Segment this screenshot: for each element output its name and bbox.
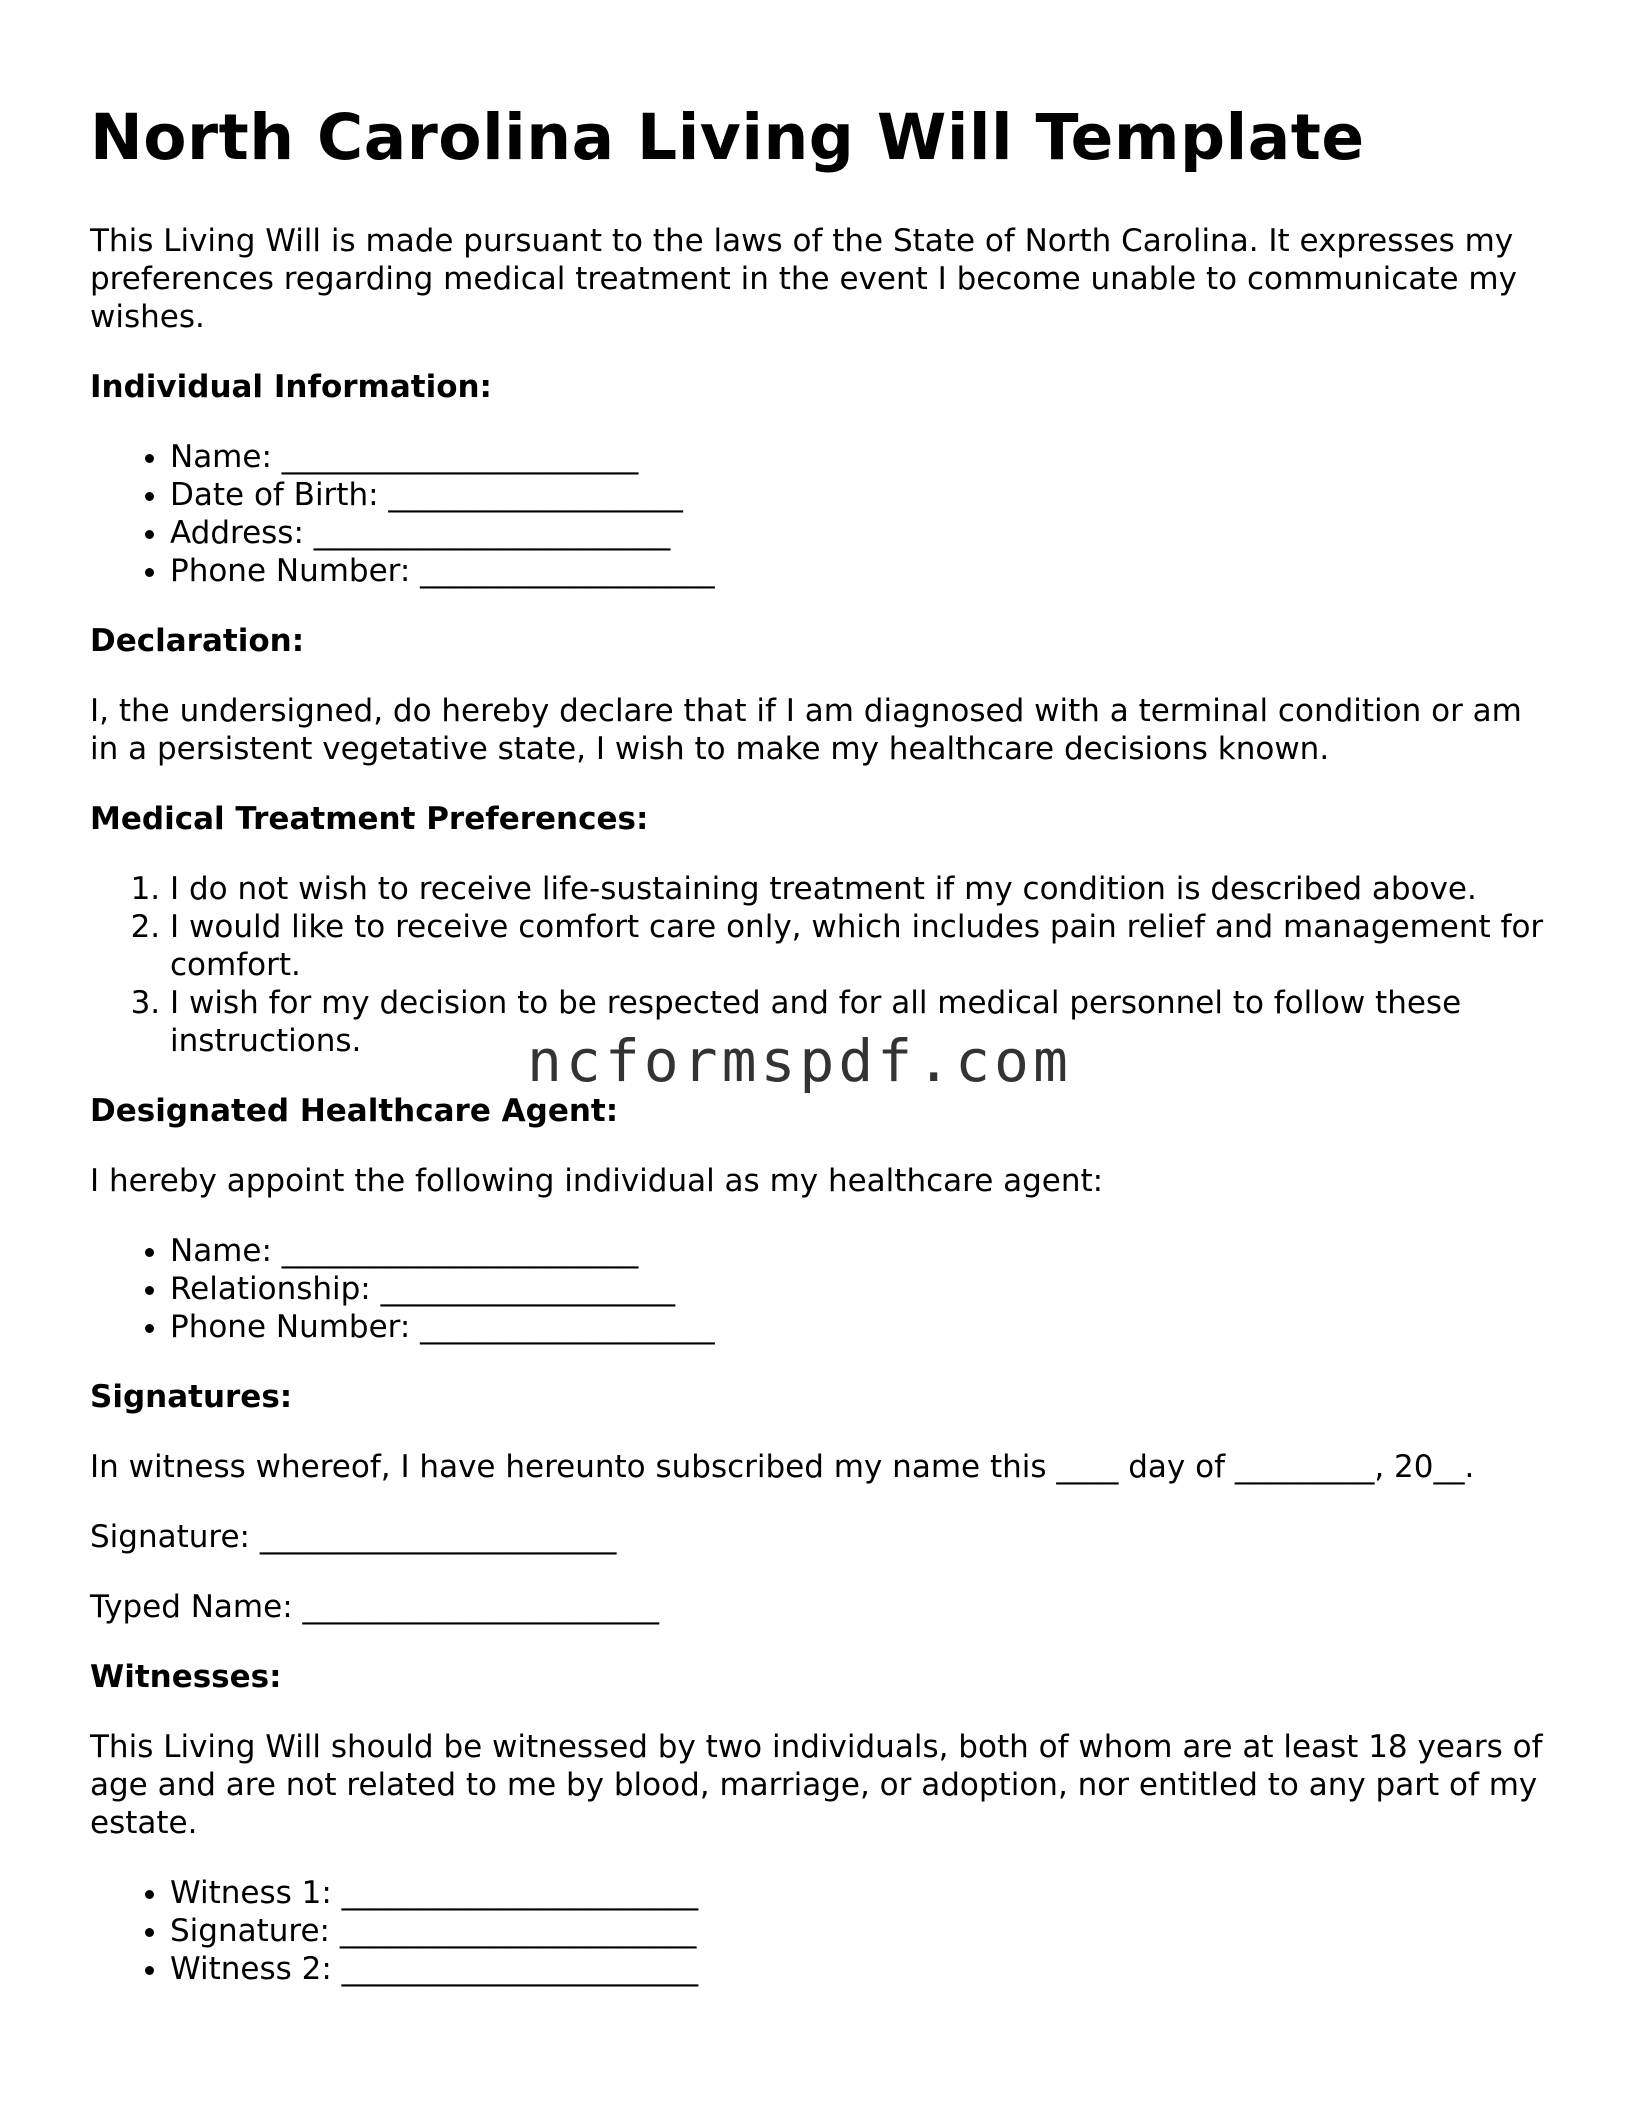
document-title: North Carolina Living Will Template (90, 101, 1365, 174)
healthcare-agent-heading: Designated Healthcare Agent: (90, 1093, 619, 1129)
intro-paragraph: This Living Will is made pursuant to the laws of the State of North Carolina. It expresses my preferences regarding medical treatment in the event I become unable to communicate my wishes. (90, 223, 1517, 335)
witness-2-field: • Witness 2: _______________________ (170, 1950, 1550, 1988)
medical-preference-item: 3. I wish for my decision to be respected and for all medical personnel to follow these instructions. (170, 984, 1550, 1060)
agent-relationship-field: • Relationship: ___________________ (170, 1270, 1550, 1308)
individual-phone-field: • Phone Number: ___________________ (170, 552, 1550, 590)
witnesses-heading: Witnesses: (90, 1659, 282, 1695)
signature-line: Signature: _______________________ (90, 1519, 617, 1555)
witnesses-paragraph: This Living Will should be witnessed by two individuals, both of whom are at least 18 years of age and are not related to me by blood, marriage, or adoption, nor entitled to any part of my estate. (90, 1729, 1543, 1841)
individual-dob-field: • Date of Birth: ___________________ (170, 476, 1550, 514)
individual-name-field: • Name: _______________________ (170, 438, 1550, 476)
witness-whereof-line: In witness whereof, I have hereunto subscribed my name this ____ day of _________, 20__. (90, 1449, 1475, 1485)
medical-preference-item: 2. I would like to receive comfort care only, which includes pain relief and management for comfort. (170, 908, 1550, 984)
witness-signature-field: • Signature: _______________________ (170, 1912, 1550, 1950)
signatures-heading: Signatures: (90, 1379, 293, 1415)
healthcare-agent-list (90, 1232, 1550, 1346)
individual-address-field: • Address: _______________________ (170, 514, 1550, 552)
agent-phone-field: • Phone Number: ___________________ (170, 1308, 1550, 1346)
medical-preference-item: 1. I do not wish to receive life-sustaining treatment if my condition is described above. (170, 870, 1550, 908)
declaration-heading: Declaration: (90, 623, 305, 659)
individual-information-list (90, 438, 1550, 590)
healthcare-agent-paragraph: I hereby appoint the following individual as my healthcare agent: (90, 1163, 1104, 1199)
agent-name-field: • Name: _______________________ (170, 1232, 1550, 1270)
witness-1-field: • Witness 1: _______________________ (170, 1874, 1550, 1912)
individual-information-heading: Individual Information: (90, 369, 492, 405)
watermark-text: ncformspdf.com (527, 1027, 1072, 1095)
medical-preferences-heading: Medical Treatment Preferences: (90, 801, 649, 837)
typed-name-line: Typed Name: _______________________ (90, 1589, 659, 1625)
witnesses-list (90, 1874, 1550, 1988)
declaration-paragraph: I, the undersigned, do hereby declare that if I am diagnosed with a terminal condition or am in a persistent vegetative state, I wish to make my healthcare decisions known. (90, 693, 1522, 767)
